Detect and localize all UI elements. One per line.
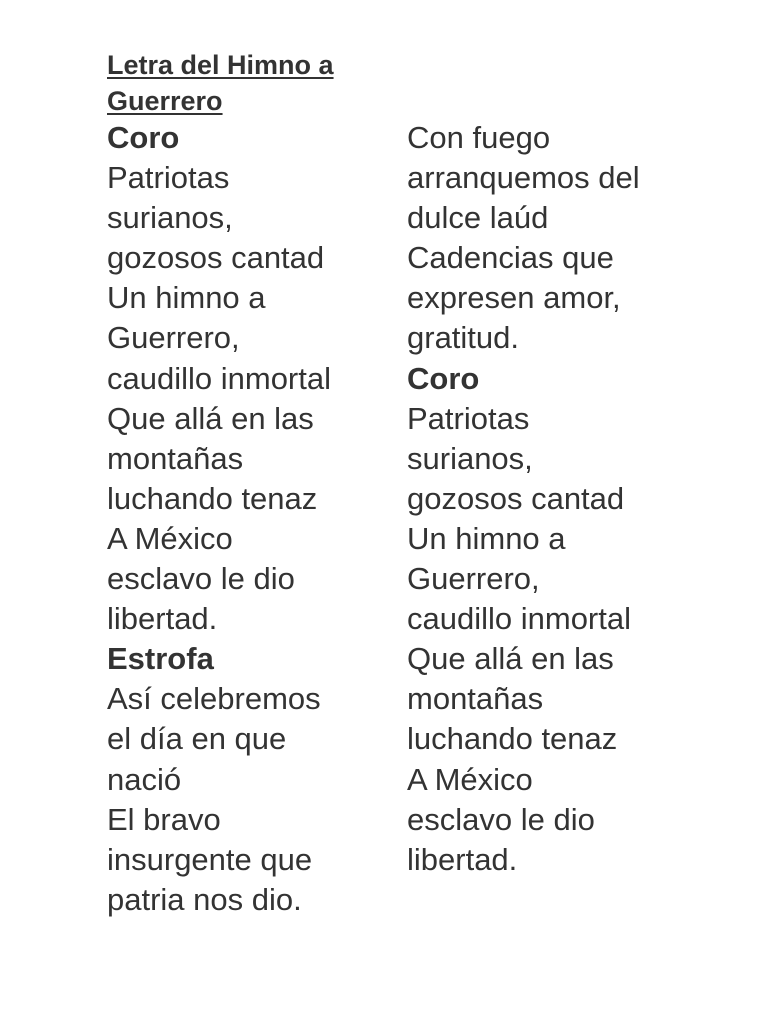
lyric-line: A México	[107, 520, 233, 556]
lyric-line: expresen amor,	[407, 280, 621, 316]
lyric-line: libertad.	[407, 841, 518, 877]
lyric-line: Así celebremos	[107, 681, 321, 717]
lyric-line: arranquemos del	[407, 160, 640, 196]
lyric-line: luchando tenaz	[407, 721, 618, 757]
title-line-1: Letra del Himno a	[107, 50, 334, 80]
lyric-line: montañas	[107, 440, 244, 476]
lyric-line: montañas	[407, 681, 544, 717]
document-title	[107, 47, 387, 119]
lyric-line: Que allá en las	[107, 400, 314, 436]
left-column	[107, 118, 397, 920]
lyric-line: Patriotas	[107, 160, 230, 196]
lyric-line: el día en que	[107, 721, 287, 757]
lyric-line: Patriotas	[407, 400, 530, 436]
lyric-line: surianos,	[407, 440, 533, 476]
lyric-line: libertad.	[107, 601, 218, 637]
lyric-line: Guerrero,	[107, 320, 240, 356]
lyric-line: Con fuego	[407, 120, 551, 155]
lyric-line: Guerrero,	[407, 561, 540, 597]
lyric-line: esclavo le dio	[407, 801, 595, 837]
lyric-line: Un himno a	[407, 520, 566, 556]
section-heading: Coro	[107, 120, 180, 155]
lyric-line: Que allá en las	[407, 641, 614, 677]
section-heading: Estrofa	[107, 641, 214, 677]
lyric-line: gratitud.	[407, 320, 520, 356]
lyric-line: A México	[407, 761, 533, 797]
lyric-line: caudillo inmortal	[107, 360, 331, 396]
lyric-line: El bravo	[107, 801, 221, 837]
title-line-2: Guerrero	[107, 86, 223, 116]
lyric-line: caudillo inmortal	[407, 601, 631, 637]
lyric-line: gozosos cantad	[107, 240, 325, 276]
lyric-line: insurgente que	[107, 841, 313, 877]
section-heading: Coro	[407, 360, 480, 396]
lyric-line: surianos,	[107, 200, 233, 236]
lyric-line: nació	[107, 761, 182, 797]
lyric-line: Un himno a	[107, 280, 266, 316]
lyric-line: dulce laúd	[407, 200, 549, 236]
lyric-line: Cadencias que	[407, 240, 614, 276]
lyric-line: esclavo le dio	[107, 561, 295, 597]
lyric-line: luchando tenaz	[107, 480, 318, 516]
right-column	[407, 118, 707, 880]
lyric-line: patria nos dio.	[107, 881, 302, 917]
lyric-line: gozosos cantad	[407, 480, 625, 516]
